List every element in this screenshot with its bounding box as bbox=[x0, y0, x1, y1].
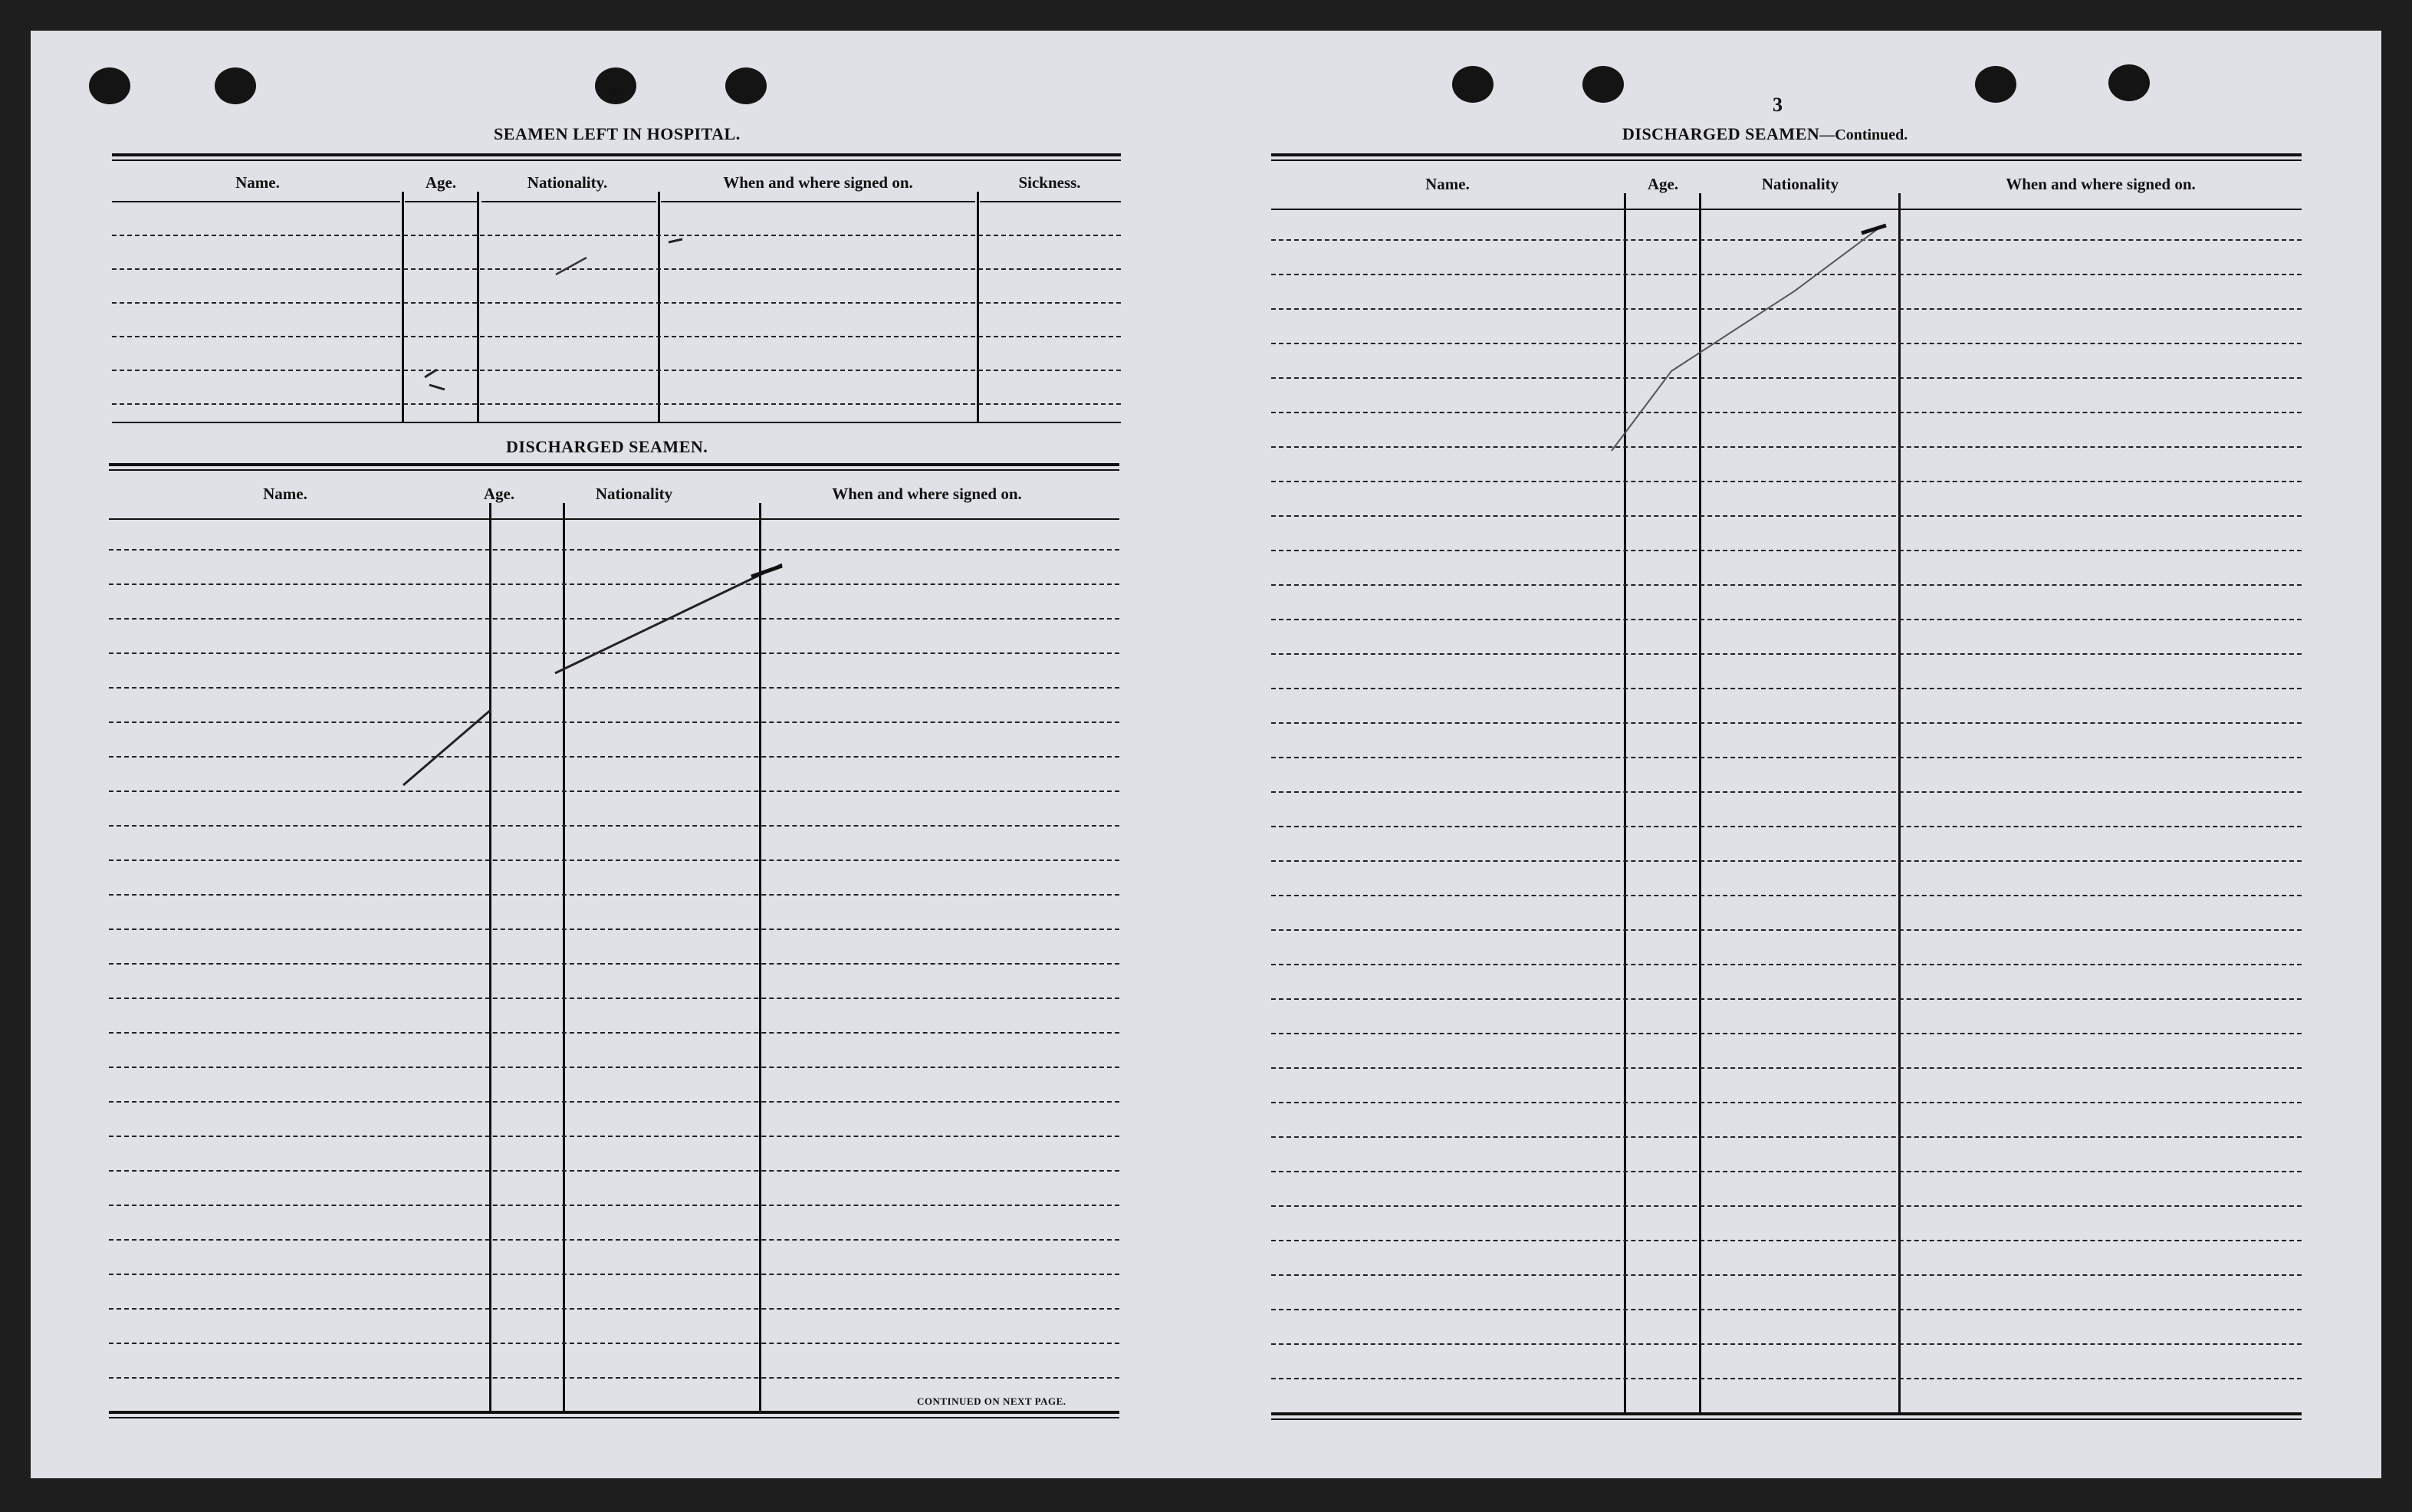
ruled-line bbox=[109, 1274, 1119, 1275]
ruled-line bbox=[109, 1170, 1119, 1172]
ruled-line bbox=[109, 1205, 1119, 1206]
ruled-line bbox=[1271, 757, 2302, 758]
ruled-line bbox=[1271, 722, 2302, 724]
ruled-line bbox=[1271, 1136, 2302, 1138]
title-suffix: —Continued. bbox=[1819, 127, 1908, 143]
punch-hole bbox=[1975, 66, 2016, 103]
ruled-line bbox=[109, 1377, 1119, 1379]
punch-hole bbox=[215, 67, 256, 104]
ruled-line bbox=[1271, 929, 2302, 931]
ruled-line bbox=[109, 894, 1119, 896]
ruled-line bbox=[1271, 1274, 2302, 1276]
page-number-left: 2 bbox=[607, 84, 617, 107]
col-header-name: Name. bbox=[235, 173, 280, 192]
ruled-line bbox=[1271, 1205, 2302, 1207]
col-header-nationality: Nationality bbox=[1761, 175, 1839, 193]
ruled-line bbox=[109, 1032, 1119, 1034]
ruled-line bbox=[1271, 239, 2302, 241]
col-header-age: Age. bbox=[425, 173, 457, 192]
ruled-line bbox=[109, 1308, 1119, 1310]
ruled-line bbox=[1271, 1171, 2302, 1172]
ruled-line bbox=[109, 549, 1119, 551]
ruled-line bbox=[109, 1067, 1119, 1068]
ruled-line bbox=[1271, 860, 2302, 862]
ruled-line bbox=[1271, 998, 2302, 1000]
col-header-age: Age. bbox=[1647, 175, 1679, 193]
ruled-line bbox=[1271, 791, 2302, 793]
discharged-section-title: DISCHARGED SEAMEN. bbox=[506, 437, 708, 456]
discharged-continued-title bbox=[1622, 124, 1908, 144]
ruled-line bbox=[1271, 515, 2302, 517]
ruled-line bbox=[1271, 619, 2302, 620]
form-sheet bbox=[31, 31, 2381, 1478]
ruled-line bbox=[109, 1136, 1119, 1137]
ruled-line bbox=[1271, 412, 2302, 413]
col-header-name: Name. bbox=[263, 485, 307, 503]
ruled-line bbox=[1271, 377, 2302, 379]
ruled-line bbox=[109, 998, 1119, 999]
ruled-line bbox=[1271, 964, 2302, 965]
col-header-nationality: Nationality bbox=[595, 485, 673, 503]
ruled-line bbox=[109, 963, 1119, 965]
ruled-line bbox=[1271, 308, 2302, 310]
discharged-table bbox=[109, 463, 1119, 1437]
ruled-line bbox=[109, 860, 1119, 861]
col-header-signed-on: When and where signed on. bbox=[723, 173, 913, 192]
ruled-line bbox=[1271, 1033, 2302, 1034]
punch-hole bbox=[725, 67, 767, 104]
ruled-line bbox=[1271, 550, 2302, 551]
col-header-nationality: Nationality. bbox=[527, 173, 608, 192]
ruled-line bbox=[109, 825, 1119, 827]
ruled-line bbox=[1271, 895, 2302, 896]
ruled-line bbox=[1271, 1067, 2302, 1069]
ruled-line bbox=[1271, 653, 2302, 655]
col-header-name: Name. bbox=[1425, 175, 1470, 193]
ruled-line bbox=[1271, 481, 2302, 482]
col-header-age: Age. bbox=[483, 485, 515, 503]
ruled-line bbox=[1271, 826, 2302, 827]
col-header-signed-on: When and where signed on. bbox=[2006, 175, 2196, 193]
punch-hole bbox=[2108, 64, 2150, 101]
ruled-line bbox=[1271, 446, 2302, 448]
ruled-line bbox=[109, 687, 1119, 689]
punch-hole bbox=[1582, 66, 1624, 103]
hospital-section-title: SEAMEN LEFT IN HOSPITAL. bbox=[494, 124, 741, 143]
hospital-table bbox=[112, 153, 1121, 460]
title-main: DISCHARGED SEAMEN bbox=[1622, 124, 1820, 143]
ruled-line bbox=[1271, 274, 2302, 275]
page-number-right: 3 bbox=[1773, 94, 1783, 116]
ruled-line bbox=[109, 929, 1119, 930]
ruled-line bbox=[109, 618, 1119, 620]
punch-hole bbox=[1452, 66, 1494, 103]
discharged-continued-table bbox=[1271, 153, 2302, 1431]
punch-hole bbox=[89, 67, 130, 104]
col-header-signed-on: When and where signed on. bbox=[832, 485, 1022, 503]
ruled-line bbox=[1271, 584, 2302, 586]
ruled-line bbox=[1271, 1378, 2302, 1379]
ruled-line bbox=[109, 1239, 1119, 1241]
ruled-line bbox=[109, 791, 1119, 792]
ruled-line bbox=[1271, 1309, 2302, 1310]
ruled-line bbox=[109, 583, 1119, 585]
ruled-line bbox=[109, 1343, 1119, 1344]
col-header-sickness: Sickness. bbox=[1018, 173, 1081, 192]
ruled-line bbox=[109, 652, 1119, 654]
ruled-line bbox=[1271, 1240, 2302, 1241]
ruled-line bbox=[109, 756, 1119, 758]
ruled-line bbox=[109, 1101, 1119, 1103]
ruled-line bbox=[1271, 1343, 2302, 1345]
ruled-line bbox=[1271, 1102, 2302, 1103]
ruled-line bbox=[1271, 343, 2302, 344]
ruled-line bbox=[109, 721, 1119, 723]
ruled-line bbox=[1271, 688, 2302, 689]
continued-note: CONTINUED ON NEXT PAGE. bbox=[917, 1395, 1066, 1407]
